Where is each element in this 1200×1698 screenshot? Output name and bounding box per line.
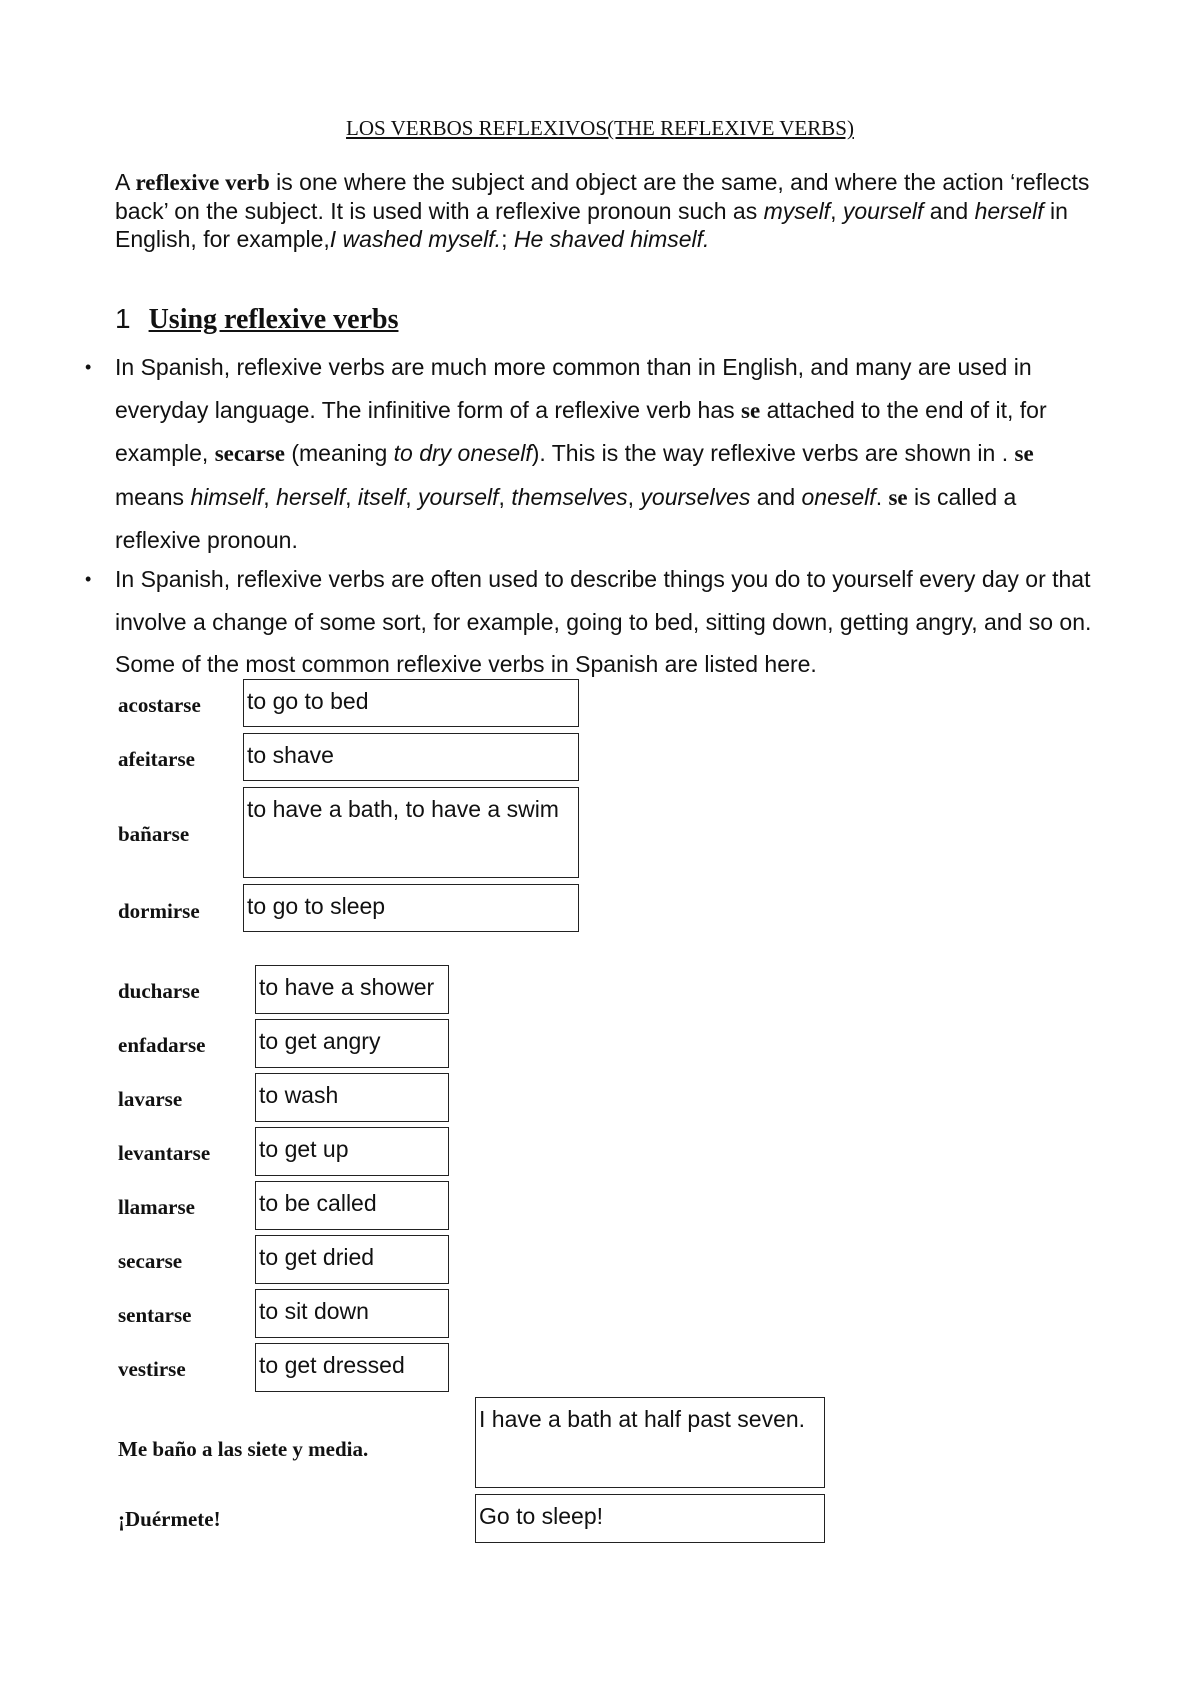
verb-meaning-box: to get dried	[255, 1235, 449, 1284]
verb-term: levantarse	[118, 1141, 211, 1165]
verb-meaning-box: to have a bath, to have a swim	[243, 787, 579, 878]
section-heading	[115, 303, 398, 336]
section-heading-text: Using reflexive verbs	[148, 304, 399, 335]
verb-term: bañarse	[118, 822, 190, 846]
term-reflexive-verb: reflexive verb	[135, 170, 270, 195]
verb-term: acostarse	[118, 693, 201, 717]
verb-term: lavarse	[118, 1087, 183, 1111]
example-meaning-box: I have a bath at half past seven.	[475, 1397, 825, 1488]
verb-meaning-box: to get up	[255, 1127, 449, 1176]
verb-meaning-box: to have a shower	[255, 965, 449, 1014]
verb-meaning-box: to get angry	[255, 1019, 449, 1068]
verb-meaning-box: to sit down	[255, 1289, 449, 1338]
example-term: Me baño a las siete y media.	[118, 1437, 369, 1461]
example-meaning-box: Go to sleep!	[475, 1494, 825, 1543]
verb-meaning-box: to be called	[255, 1181, 449, 1230]
example-term: ¡Duérmete!	[118, 1507, 221, 1531]
verb-term: sentarse	[118, 1303, 192, 1327]
intro-paragraph: A reflexive verb is one where the subject and object are the same, and where the action ‘reflects back’ on the subject. It is used with a reflexive pronoun such as myself, yourself and herself in English, for example,I washed myself.; He shaved himself.	[115, 169, 1090, 252]
bullet-icon: •	[85, 569, 92, 589]
verb-term: afeitarse	[118, 747, 195, 771]
bullet-paragraph-1: • In Spanish, reflexive verbs are much more common than in English, and many are used in everyday language. The infinitive form of a reflexive verb has se attached to the end of it, for example, secarse (meaning to dry oneself). This is the way reflexive verbs are shown in . se means himself, herself, itself, yourself, themselves, yourselves and oneself. se is called a reflexive pronoun.	[115, 346, 1105, 562]
bullet-paragraph-2: • In Spanish, reflexive verbs are often used to describe things you do to yourself every day or that involve a change of some sort, for example, going to bed, sitting down, getting angry, and so on. Some of the most common reflexive verbs in Spanish are listed here.	[115, 558, 1105, 686]
bullet-icon: •	[85, 357, 92, 377]
document-title: LOS VERBOS REFLEXIVOS(THE REFLEXIVE VERBS)	[346, 116, 854, 140]
verb-term: secarse	[118, 1249, 183, 1273]
verb-meaning-box: to shave	[243, 733, 579, 781]
verb-term: ducharse	[118, 979, 200, 1003]
verb-term: llamarse	[118, 1195, 195, 1219]
verb-meaning-box: to wash	[255, 1073, 449, 1122]
verb-term: enfadarse	[118, 1033, 206, 1057]
verb-meaning-box: to get dressed	[255, 1343, 449, 1392]
verb-meaning-box: to go to sleep	[243, 884, 579, 932]
verb-meaning-box: to go to bed	[243, 679, 579, 727]
section-number: 1	[115, 303, 131, 334]
verb-term: vestirse	[118, 1357, 186, 1381]
verb-term: dormirse	[118, 899, 200, 923]
